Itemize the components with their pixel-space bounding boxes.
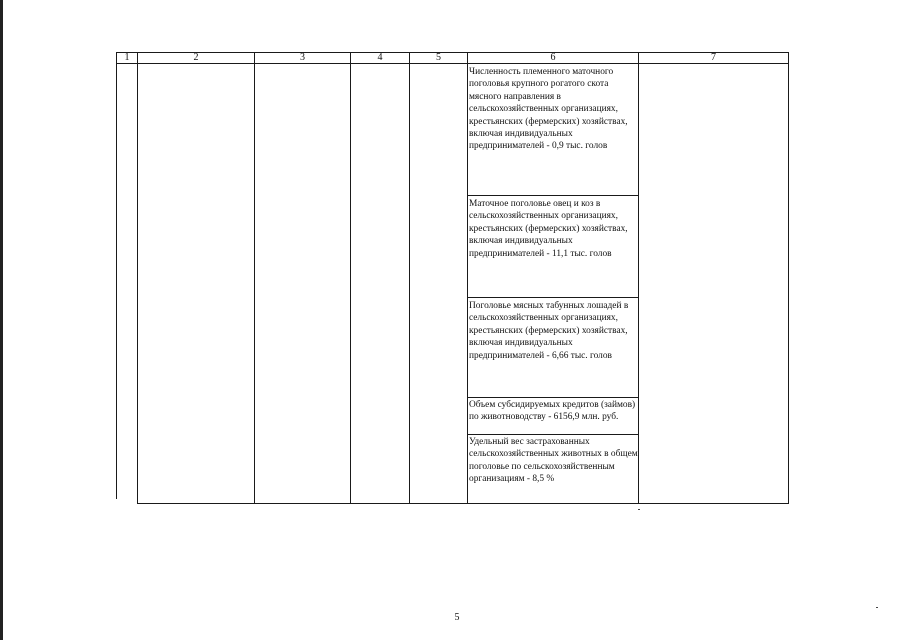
- header-col-1: 1: [124, 52, 130, 63]
- row-separator-4: [467, 434, 639, 435]
- scan-speck: [638, 509, 640, 510]
- header-col-2: 2: [193, 52, 199, 63]
- header-col-4: 4: [377, 52, 383, 63]
- page-number: 5: [454, 612, 460, 623]
- header-col-3: 3: [300, 52, 305, 63]
- table-bottom-border: [137, 503, 789, 504]
- row-separator-2: [467, 297, 639, 298]
- row-separator-1: [467, 195, 639, 196]
- col-line-0: [116, 52, 117, 499]
- scan-speck: [876, 607, 878, 608]
- header-bottom-border: [116, 63, 789, 64]
- header-col-5: 5: [436, 52, 441, 63]
- col-line-1: [137, 52, 138, 504]
- cell-indicator-4: Объем субсидируемых кредитов (займов) по животноводству - 6156,9 млн. руб.: [469, 400, 636, 423]
- col-line-5: [467, 52, 468, 504]
- cell-indicator-5: Удельный вес застрахованных сельскохозяйственных животных в общем поголовье по сельскохозяйственным организациям - 8,5 %: [469, 437, 638, 485]
- col-line-2: [254, 52, 255, 504]
- cell-indicator-1: Численность племенного маточного поголовья крупного рогатого скота мясного направления в сельскохозяйственных организациях, крестьянских (фермерских) хозяйствах, включая индивидуальных предпринимателей - 0,9 тыс. голов: [469, 67, 628, 152]
- header-col-7: 7: [711, 52, 716, 63]
- col-line-4: [409, 52, 410, 504]
- cell-indicator-2: Маточное поголовье овец и коз в сельскохозяйственных организациях, крестьянских (фермерских) хозяйствах, включая индивидуальных предпринимателей - 11,1 тыс. голов: [469, 199, 628, 259]
- col-line-7: [788, 52, 789, 504]
- cell-indicator-3: Поголовье мясных табунных лошадей в сельскохозяйственных организациях, крестьянских (фермерских) хозяйствах, включая индивидуальных предпринимателей - 6,66 тыс. голов: [469, 301, 629, 361]
- col-line-3: [350, 52, 351, 504]
- row-separator-3: [467, 397, 639, 398]
- header-col-6: 6: [550, 52, 556, 63]
